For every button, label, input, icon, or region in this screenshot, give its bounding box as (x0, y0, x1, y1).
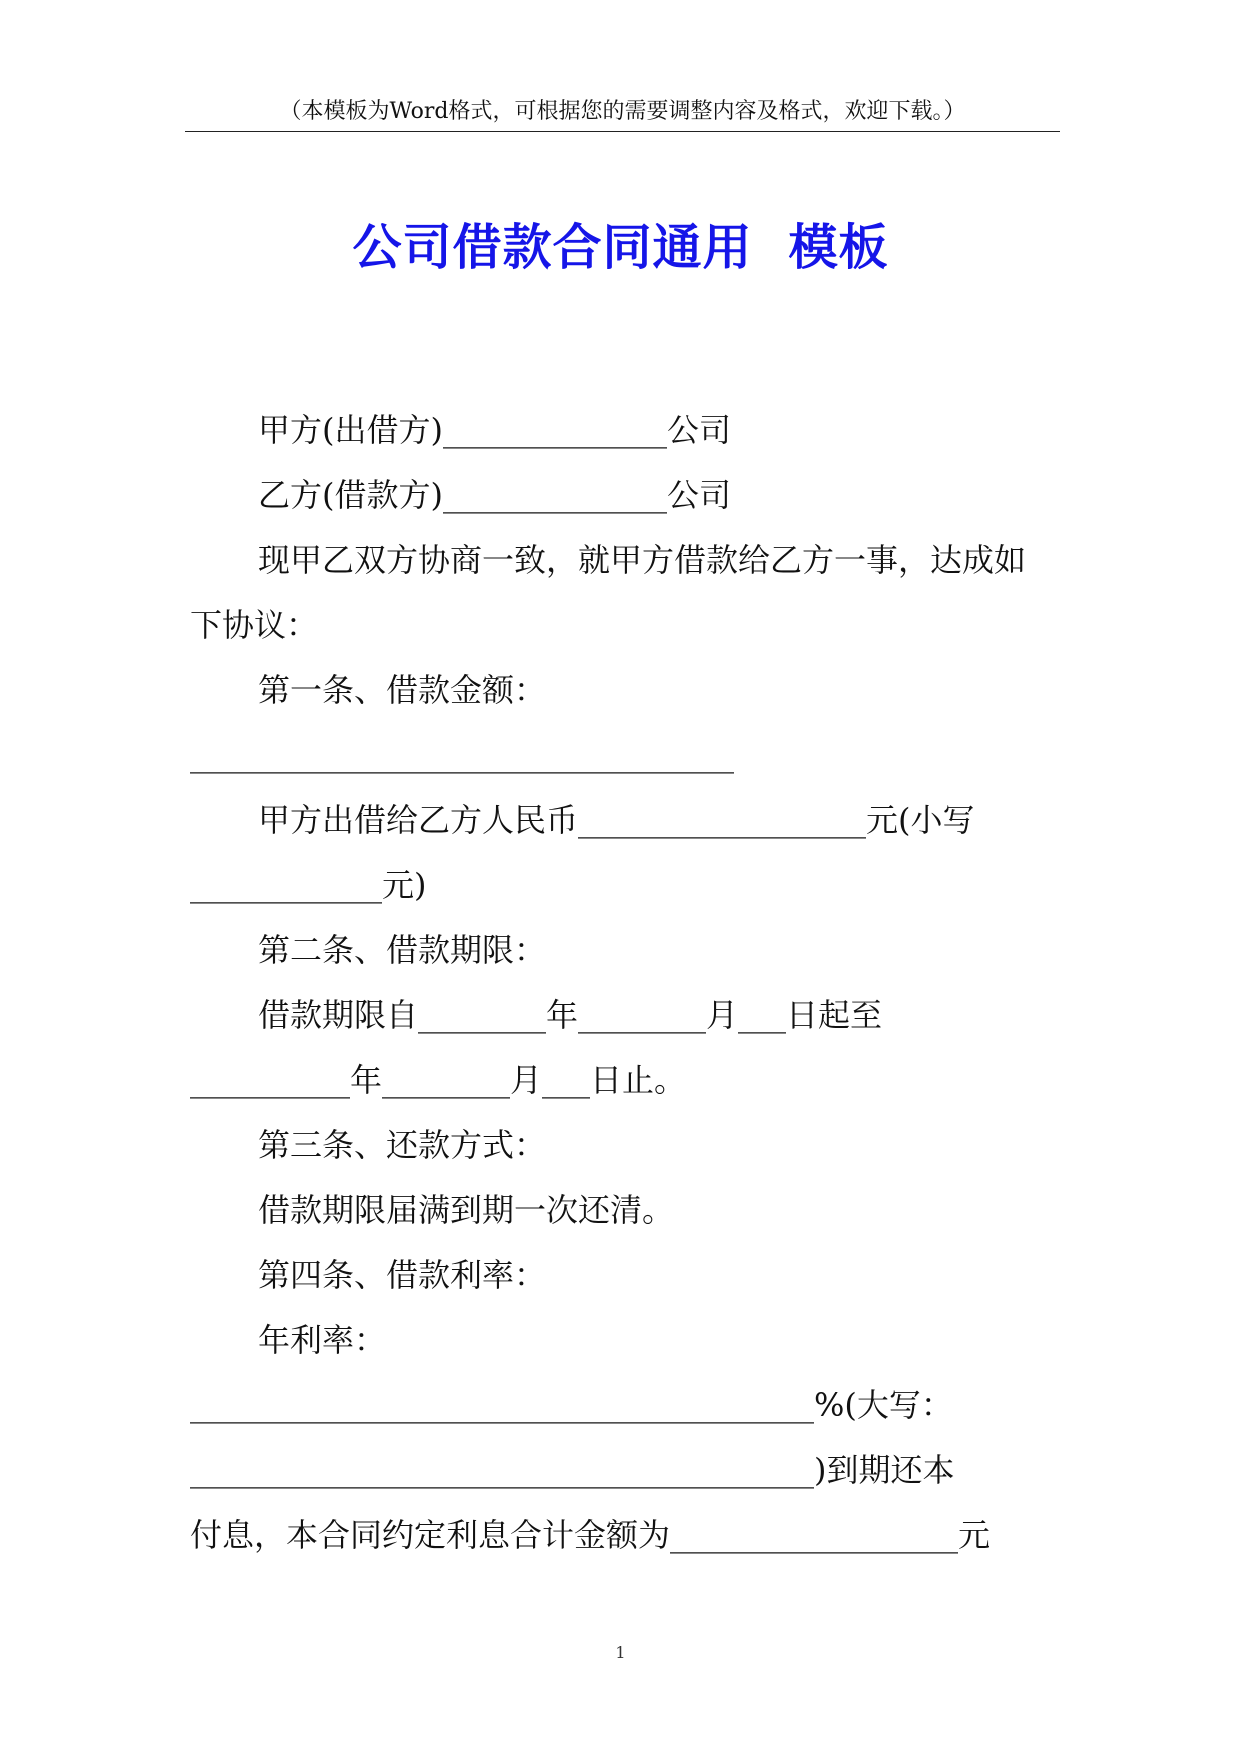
article-2-heading: 第二条、借款期限： (258, 931, 547, 969)
party-a-line: 甲方(出借方)______________公司 (258, 411, 731, 449)
interest-total-line: 付息，本合同约定利息合计金额为__________________元 (190, 1516, 991, 1554)
header-note: （本模板为Word格式，可根据您的需要调整内容及格式，欢迎下载。） (279, 99, 966, 124)
document-title: 公司借款合同通用 模板 (352, 219, 889, 276)
loan-amount-continuation: ____________元) (190, 866, 427, 904)
article-4-heading: 第四条、借款利率： (258, 1256, 547, 1294)
article-1-heading: 第一条、借款金额： (258, 671, 547, 709)
party-b-line: 乙方(借款方)______________公司 (258, 476, 731, 514)
document-body (190, 398, 1060, 1568)
loan-amount-blank: __________________________________ (190, 736, 734, 774)
header-divider (185, 131, 1060, 132)
loan-term-continuation: __________年________月___日止。 (190, 1061, 687, 1099)
agreement-intro-line: 现甲乙双方协商一致，就甲方借款给乙方一事，达成如 (258, 541, 1027, 579)
page-number: 1 (615, 1643, 626, 1662)
annual-rate-blank-line: _______________________________________%(大写： (190, 1386, 953, 1424)
annual-rate-uppercase-line: _______________________________________)到期还本 (190, 1451, 955, 1489)
loan-amount-line: 甲方出借给乙方人民币__________________元(小写 (258, 801, 975, 839)
article-3-heading: 第三条、还款方式： (258, 1126, 547, 1164)
annual-rate-label: 年利率： (258, 1321, 387, 1359)
loan-term-line: 借款期限自________年________月___日起至 (258, 996, 883, 1034)
agreement-intro-continuation: 下协议： (190, 606, 319, 644)
repayment-method-line: 借款期限届满到期一次还清。 (258, 1191, 675, 1229)
